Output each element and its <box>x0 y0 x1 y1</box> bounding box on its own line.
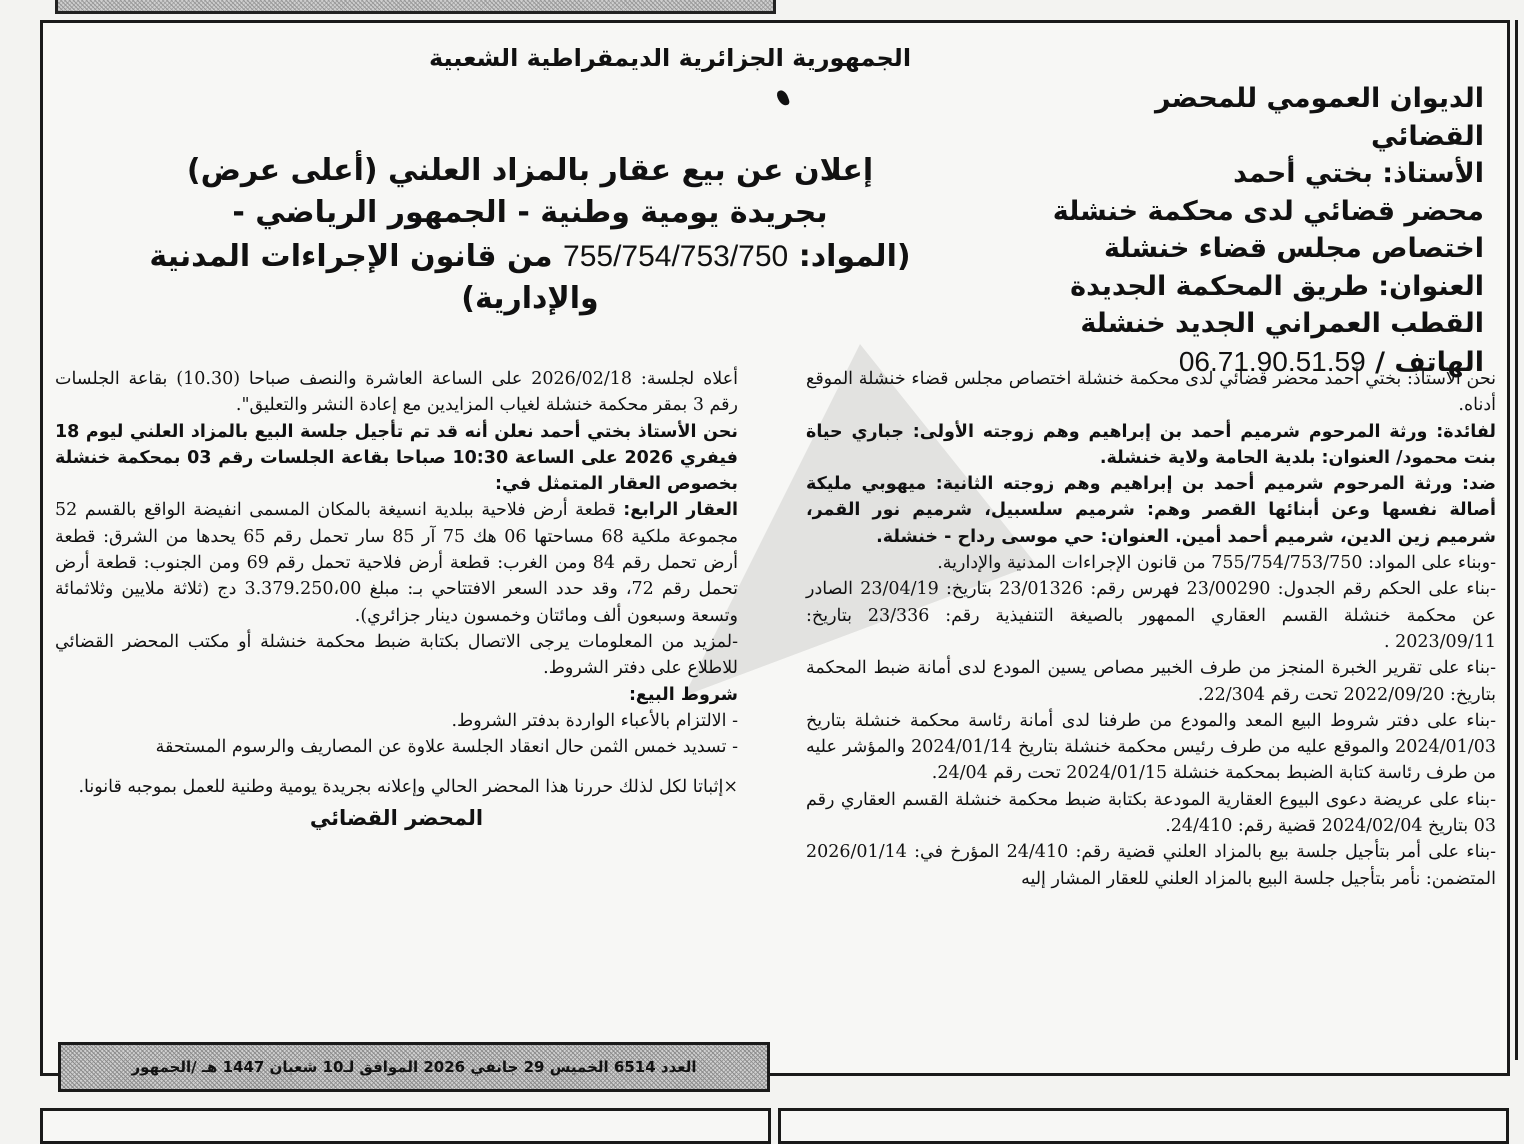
phone-label: الهاتف / <box>1375 346 1484 378</box>
property-label: العقار الرابع: <box>623 500 738 521</box>
condition-2: - تسديد خمس الثمن حال انعقاد الجلسة علاوة عن المصاريف والرسوم المستحقة <box>155 737 738 758</box>
adjacent-column-border <box>1515 20 1524 1060</box>
intro-paragraph: نحن الأستاذ: بختي أحمد محضر قضائي لدى محكمة خنشلة اختصاص مجلس قضاء خنشلة الموقع أدناه. <box>806 369 1496 416</box>
more-info-paragraph: -لمزيد من المعلومات يرجى الاتصال بكتابة ضبط محكمة خنشلة أو مكتب المحضر القضائي للاطلاع على دفتر الشروط. <box>55 631 738 679</box>
bailiff-name: الأستاذ: بختي أحمد <box>1233 158 1484 189</box>
bailiff-jurisdiction: اختصاص مجلس قضاء خنشلة <box>1104 233 1484 264</box>
title-line-2: بجريدة يومية وطنية - الجمهور الرياضي - <box>232 195 828 230</box>
legal-basis-expertise: -بناء على تقرير الخبرة المنجز من طرف الخبير مصاص يسين المودع لدى أمانة ضبط المحكمة بتاريخ: 2022/09/20 تحت رقم 22/304. <box>806 658 1496 705</box>
next-article-frame-right <box>778 1108 1509 1144</box>
beneficiary-paragraph: لفائدة: ورثة المرحوم شرميم أحمد بن إبراهيم وهم زوجته الأولى: جباري حياة بنت محمود/ العنوان: بلدية الحامة ولاية خنشلة. <box>806 421 1496 468</box>
signature: المحضر القضائي <box>309 805 484 830</box>
property-description: قطعة أرض فلاحية ببلدية انسيغة بالمكان المسمى انفيضة الواقع بالقسم 52 مجموعة ملكية 68 مساحتها 06 هك 75 آر 85 سار تحمل رقم 65 يحدها من الشرق: قطعة أرض تحمل رقم 84 ومن الغرب: قطعة أرض فلاحية تحمل رقم 69 ومن الجنوب: قطعة أرض تحمل رقم 72، وقد حدد السعر الافتتاحي بـ: مبلغ 3.379.250،00 دج (ثلاثة ملايين وثلاثمائة وتسعة وسبعون ألف ومائتان وخمسون دينار جزائري). <box>55 500 738 626</box>
property-paragraph <box>55 497 738 628</box>
title-line-1: إعلان عن بيع عقار بالمزاد العلني (أعلى عرض) <box>186 153 874 188</box>
office-name: الديوان العمومي للمحضر القضائي <box>1155 83 1484 152</box>
articles-numbers: 755/754/753/750 <box>563 240 789 273</box>
right-column <box>806 366 1496 892</box>
legal-basis-petition: -بناء على عريضة دعوى البيوع العقارية المودعة بكتابة ضبط محكمة خنشلة القسم العقاري رقم 03 بتاريخ 2024/02/04 قضية رقم: 24/410. <box>806 789 1496 837</box>
office-address-2: القطب العمراني الجديد خنشلة <box>1080 308 1484 339</box>
legal-basis-postponement: -بناء على أمر بتأجيل جلسة بيع بالمزاد العلني قضية رقم: 24/410 المؤرخ في: 2026/01/14 المتضمن: نأمر بتأجيل جلسة البيع بالمزاد العلني للعقار المشار إليه <box>806 842 1496 889</box>
bailiff-court: محضر قضائي لدى محكمة خنشلة <box>1052 195 1484 227</box>
left-column <box>55 366 738 831</box>
condition-1: - الالتزام بالأعباء الواردة بدفتر الشروط. <box>451 710 738 731</box>
legal-basis-conditions-book: -بناء على دفتر شروط البيع المعد والمودع من طرفنا لدى أمانة رئاسة محكمة خنشلة بتاريخ 2024/01/03 والموقع عليه من طرف رئيس محكمة خنشلة بتاريخ 2024/01/14 والمؤشر عليه من طرف رئاسة كتابة الضبط بمحكمة خنشلة 2024/01/15 تحت رقم 24/04. <box>806 710 1496 784</box>
republic-header: الجمهورية الجزائرية الديمقراطية الشعبية <box>428 44 912 72</box>
spacer <box>55 760 738 774</box>
postponement-announcement: نحن الأستاذ بختي أحمد نعلن أنه قد تم تأجيل جلسة البيع بالمزاد العلني ليوم 18 فيفري 2026 على الساعة 10:30 صباحا بقاعة الجلسات رقم 03 بمحكمة خنشلة بخصوص العقار المتمثل في: <box>55 421 738 495</box>
issue-info: العدد 6514 الخميس 29 جانفي 2026 الموافق لـ10 شعبان 1447 هـ /الجمهور <box>131 1058 697 1076</box>
session-paragraph: أعلاه لجلسة: 2026/02/18 على الساعة العاشرة والنصف صباحا (10.30) بقاعة الجلسات رقم 3 بمقر محكمة خنشلة لغياب المزايدين مع إعادة النشر والتعليق". <box>55 369 738 416</box>
articles-suffix: من قانون الإجراءات المدنية والإدارية) <box>149 239 599 316</box>
legal-basis-articles: -وبناء على المواد: 755/754/753/750 من قانون الإجراءات المدنية والإدارية. <box>937 553 1496 574</box>
office-address: العنوان: طريق المحكمة الجديدة <box>1070 270 1484 302</box>
next-article-frame-left <box>40 1108 771 1144</box>
bailiff-office-header <box>1044 80 1484 381</box>
previous-article-footer-band <box>55 0 776 14</box>
closing-paragraph: ×إثباتا لكل لذلك حررنا هذا المحضر الحالي وإعلانه بجريدة يومية وطنية للعمل بموجبه قانونا. <box>78 777 738 798</box>
conditions-title: شروط البيع: <box>628 684 738 705</box>
legal-basis-judgment: -بناء على الحكم رقم الجدول: 23/00290 فهرس رقم: 23/01326 بتاريخ: 23/04/19 الصادر عن محكمة خنشلة القسم العقاري الممهور بالصيغة التنفيذية رقم: 23/336 بتاريخ: 2023/09/11 . <box>806 579 1497 652</box>
announcement-title <box>120 150 940 320</box>
against-paragraph: ضد: ورثة المرحوم شرميم أحمد بن إبراهيم وهم زوجته الثانية: ميهوبي مليكة أصالة نفسها وعن أبنائها القصر وهم: شرميم سلسبيل، شرميم نور القمر، شرميم زين الدين، شرميم أحمد أمين. العنوان: حي موسى رداح - خنشلة. <box>806 474 1496 547</box>
issue-footer <box>58 1042 770 1092</box>
phone-number: 06.71.90.51.59 <box>1178 345 1366 377</box>
title-articles <box>120 236 940 320</box>
articles-prefix: (المواد: <box>798 239 911 274</box>
